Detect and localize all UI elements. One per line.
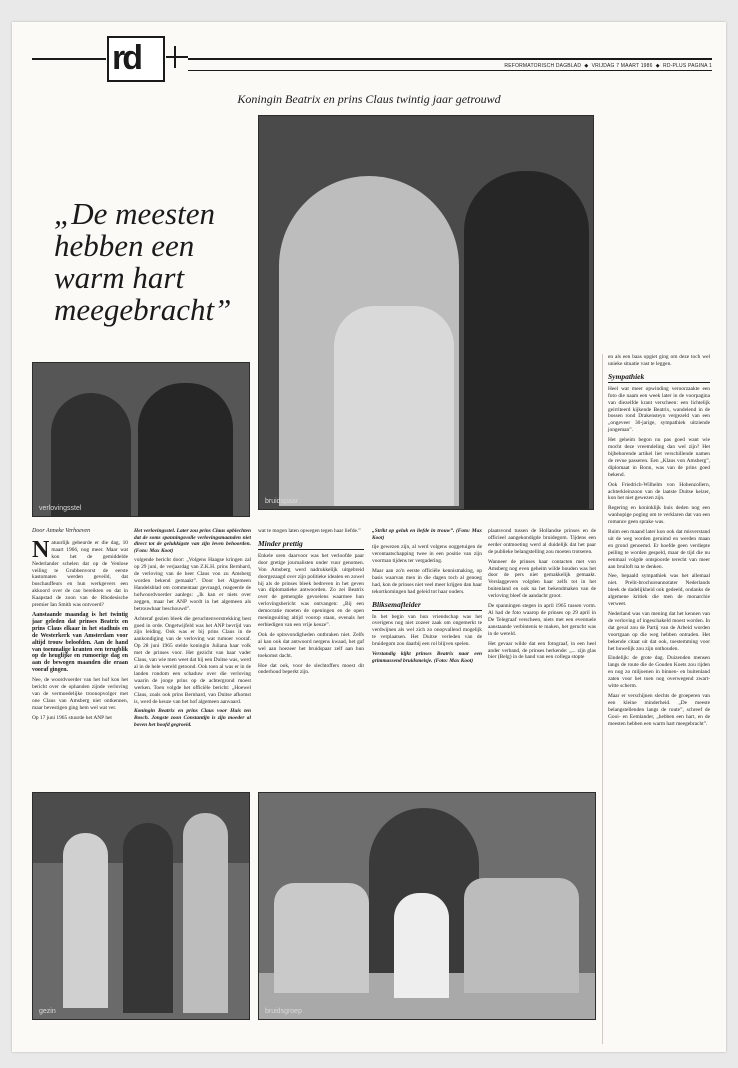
family-photo-figure-right [183, 813, 228, 1013]
wedding-group-photo-label: bruidsgroep [265, 1008, 302, 1015]
rd-logo: rd [107, 36, 165, 82]
family-photo [32, 792, 250, 1020]
column-4 [372, 528, 482, 667]
col3-paragraph-2: Ook de spitsvondigheden ontbraken niet. Zelfs al kan ook dat antwoord nergens kwaad, het gaf wel aan hoezeer het bruidspaar zelf aan hun toekomst dacht. [258, 631, 364, 659]
col2-paragraph-1: volgende bericht door: „Volgens Haagse kringen zal op 29 juni, de verjaardag van Z.K.H. prins Bernhard, de verloving van de heer Claus von zu Amsberg worden bekend gemaakt”. Door het Algemeen Handelsblad om commentaar gevraagd, reageerde de hofwoordvoerder aanlegs: „Ik kan er niets over zeggen, maar het ANP wordt in het algemeen als betrouwbaar beschouwd”. [134, 557, 251, 612]
col1-paragraph-1-text: atuurlijk gebeurde er die dag, 10 maart 1966, nog meer. Maar wat kon het de gemiddelde Nederlander schelen dat op de Venlose veiling te Grubbenvorst de eerste kastomaten werden geveild, dat buschauffeurs en hun werkgevers een akkoord over de cao bereikten en dat in Kaapstad de zoon van de Rhodesische premier Ian Smith was ontvoerd? [32, 539, 128, 609]
family-photo-figure-left [63, 833, 108, 1008]
col6-paragraph-2: Het geheim begon nu pas goed want wie mocht deze vreemdeling dan wel zijn? Het bijbehorende artikel liet verschillende namen de revue passeren. Een „Klaus von Amsberg”, diplomaat in Bonn, was van de prins goed bekend. [608, 437, 710, 478]
col5-paragraph-2: Wanneer de prinses haar contacten met von Amsberg nog even geheim wilde houden was het door de pers niet gemakkelijk gemaakt. Verslaggevers volgden haar zelfs tot in het buitenland en ook na het bekendmaken van de verloving bleef de aandacht groot. [488, 558, 596, 600]
col3-paragraph-3: Hoe dat ook, voor de slechtoffers moest dit onderhoud beperkt zijn. [258, 662, 364, 676]
publication-name: REFORMATORISCH DAGBLAD [504, 63, 582, 69]
wedding-group-guests-left [274, 883, 369, 993]
col4-caption: „Strikt op geluk en liefde in trouw”. (Foto: Max Koot) [372, 528, 482, 541]
newspaper-page [12, 22, 726, 1052]
col5-paragraph-1: plaatsvond tussen de Hollandse prinses en de officieel aangekondigde bruidegom. Tijdens een eerder ontmoeting werd al duidelijk dat het paar de publieke belangstelling zou moeten trotseren. [488, 528, 596, 555]
col2-paragraph-2: Achteraf gezien bleek die geruchtenverstrekking best goed in orde. Ongetwijfeld was het ANP bevrijd van zijn leiding. Ook was er bij prins Claus in de aankondiging van de verloving wat rumoer vooraf. Op 28 juni 1965 stelde koningin Juliana haar volk met de prinses voor. Het gezicht van haar vader Claus, van wie men weet dat hij een Duitse was, werd al in de hele wereld getoond. Ook toen al was er in de landen rondom een schaduw over die verloving waarin de jonge prins op de achtergrond moest werken. Toen volgde het officiële bericht: „Hoewel Claus, zoals ook prins Bernhard, van Duitse afkomst is, werd de keuze van het hof algemeen aanvaard. [134, 615, 251, 705]
masthead-rule-right [188, 58, 712, 60]
col1-paragraph-4: Op 17 juni 1965 stuurde het ANP het [32, 714, 112, 721]
col6-paragraph-8: Eindelijk: de grote dag. Duizenden mensen langs de route die de Gouden Koets zou rijden en nog zo miljoenen in binnen- en buitenland zaten voor het toen nog overwegend zwart-witte scherm. [608, 655, 710, 690]
col6-paragraph-6: Nee, bepaald sympathiek was het allemaal niet. Prelit-brochureannotater Nederlands bleek de dadelijkheid ook gedeeld, ondanks de algemene kritiek die men de monarchie verweet. [608, 573, 710, 608]
column-6 [608, 354, 710, 731]
wedding-photo-groom [464, 171, 589, 510]
byline: Door Anneke Verhoeven [32, 528, 91, 534]
publication-section: RD-PLUS PAGINA 1 [663, 63, 712, 69]
engaged-photo-figure-left [51, 393, 131, 517]
col6-paragraph-9: Maar er verschijnen slechts de groeperen van een kleine minderheid. „De meeste belangstellenden langs de route”, schreef de Gooi- en Eemlander, „hebben een hart, en de meesten hebben een warm hart meegebracht”. [608, 692, 710, 727]
family-photo-label: gezin [39, 1008, 56, 1015]
wedding-group-guests-right [464, 878, 579, 993]
col1-paragraph-3: Nee, de woordvoerder van het hof kon het bericht over de ophanden zijnde verloving van de vermoedelijke troonopvolger met one Claus van Amsberg niet ontkennen, maar bevestigen ging hem wel wat ver. [32, 677, 128, 711]
col6-paragraph-4: Regering en koninklijk huis deden nog een wanhopige poging om te verklaren dat van een romance geen sprake was. [608, 505, 710, 526]
col6-paragraph-7: Nederland was van mening dat het kennen van de verloving of ingeschakeld moest worden. In dat geval zou de Partij van de Arbeid worden voortgaan op die weg hebben ontraden. Het bekende citaat uit dat ook, toestemming voor het huwelijk zou zijn onthouden. [608, 611, 710, 652]
family-photo-figure-middle [123, 823, 173, 1013]
subheading-sympathiek: Sympathiek [608, 372, 710, 383]
headline: „De meesten hebben een warm hart meegebracht” [54, 196, 232, 327]
engaged-photo-figure-right [138, 383, 233, 517]
column-rule-6 [602, 354, 603, 1044]
column-3 [258, 528, 364, 679]
wedding-group-bride [394, 893, 449, 998]
col2-caption-2: Koningin Beatrix en prins Claus voor Huis ten Bosch. Jongste zoon Constantijn is zijn moeder al boven het hoofd gegroeid. [134, 708, 251, 728]
kicker: Koningin Beatrix en prins Claus twintig jaar getrouwd [237, 92, 501, 106]
col6-paragraph-3: Ook Friedrich-Wilhelm von Hohenzollern, achterkleinzoon van de laatste Duitse keizer, kon het niet gewezen zijn. [608, 481, 710, 502]
logo-plus-icon-vertical [174, 46, 176, 68]
masthead-rule-top [32, 58, 106, 60]
col5-paragraph-4: Het gevaar wilde dat een fotograaf, in een heel ander verband, de prinses herkende: „... zijn glas bier (Belg) in de hand van een collega stopte [488, 640, 596, 661]
logo-plus-icon [166, 56, 188, 58]
col6-paragraph-0: en als een baas opgiet ging om deze toch wel unieke situatie vast te leggen. [608, 354, 710, 367]
col4-paragraph-3: In het begin van hun vriendschap was het overigens nog niet zozeer zaak om ongemerkt te verdwijnen als wel zich zo onopvallend mogelijk te verplaatsen. Het Duitse verleden van de bruidegom zou daarbij een rol blijven spelen. [372, 613, 482, 648]
col6-paragraph-1: Heel wat meer opwinding veroorzaakte een foto die naam een week later in de voorpagina van diezelfde krant verscheen: een lichtelijk geirriteerd kijkende Beatrix, wandelend in de bossen rond Drakensteyn vergezeld van een „ongeveer 30-jarige, sympathiek uitziende jongeman”. [608, 385, 710, 434]
col4-paragraph-2: Maar aan zo'n eerste officiële kennismaking, op basis waarvan men in die dagen toch al genoeg had, kon de prinses niet veel meer krijgen dan haar tekortkomingen had geleid tot haar ouders. [372, 567, 482, 595]
masthead-rule-bottom [188, 70, 712, 71]
col1-intro: Aanstaande maandag is het twintig jaar geleden dat prinses Beatrix en prins Claus elkaar in het stadhuis en de Westerkerk van Amsterdam voor altijd trouw beloofden. Aan de hand van toenmalige kranten een terugblik op de heuglijke en rumoerige dag en aan de bewogen maanden die eraan vooraf gingen. [32, 611, 128, 674]
col6-paragraph-5: Ruim een maand later kon ook dat misverstand uit de weg worden geruimd en werden maan en grond genoemd. Er hoefde geen verdiepte peiling te worden gespeld, maar de tijd die nu eenmaal volgde ontspoorde terecht van meer aan bruiloft na te denken. [608, 529, 710, 570]
subheading-minder-prettig: Minder prettig [258, 539, 364, 550]
column-5 [488, 528, 596, 664]
subheading-bliksemafleider: Bliksemafleider [372, 600, 482, 611]
engaged-couple-photo [32, 362, 250, 517]
wedding-photo-dress [334, 306, 454, 506]
col5-paragraph-3: De spanningen stegen in april 1965 tussen vorm. Al had de foto waarop de prinses op 29 april in De Telegraaf verscheen, niets met een eventuele aanstaande verbintenis te maken, het gerucht was in de wereld. [488, 603, 596, 637]
wedding-group-photo [258, 792, 596, 1020]
column-2 [134, 528, 251, 731]
col3-paragraph-1: Enkele uren daarvoor was het verloofde paar door gretige journalisten onder vuur genomen. Von Amsberg werd nadrukkelijk uitgebreid doorgezaagd over zijn politieke idealen en zowel hij als de prinses bleek bedreven in het geven van diplomatieke antwoorden. Zo zei Beatrix over de gemengde gevoelens waarmee hun verlovingsbericht was ontvangen: „Bij een democratie moeten de openingen en de open meningsuiting altijd voorop staan, evenals het eerbiedigen van een vrije keuze”. [258, 552, 364, 628]
col3-paragraph-0: wat te mogen laten opwegen tegen haar liefde.” [258, 528, 361, 534]
col2-caption: Het verlovingsstel. Later zou prins Claus opbiechten dat de soms spanningsvolle verlovingsmaanden niet direct tot de gelukkigste van zijn leven behoorden. (Foto: Max Koot) [134, 528, 251, 554]
wedding-photo [258, 115, 594, 510]
engaged-couple-photo-label: verlovingsstel [39, 505, 82, 512]
publication-date: VRIJDAG 7 MAART 1986 [591, 63, 653, 69]
col1-paragraph-1 [32, 536, 128, 609]
column-1 [32, 528, 128, 725]
dropcap: N [32, 536, 50, 563]
col4-caption-2: Verstandig kijkt prinses Beatrix naar een grimmassend bruidsmeisje. (Foto: Max Koot) [372, 651, 482, 664]
col4-paragraph-1: tije gewezen zijn, al werd volgens ooggetuigen de verontaatschapping twee in een positie van zijn voorman tijdens ter vergadering. [372, 544, 482, 564]
publication-info: REFORMATORISCH DAGBLAD ◆ VRIJDAG 7 MAART 1986 ◆ RD-PLUS PAGINA 1 [504, 63, 712, 69]
wedding-photo-label: bruidspaar [265, 498, 299, 505]
